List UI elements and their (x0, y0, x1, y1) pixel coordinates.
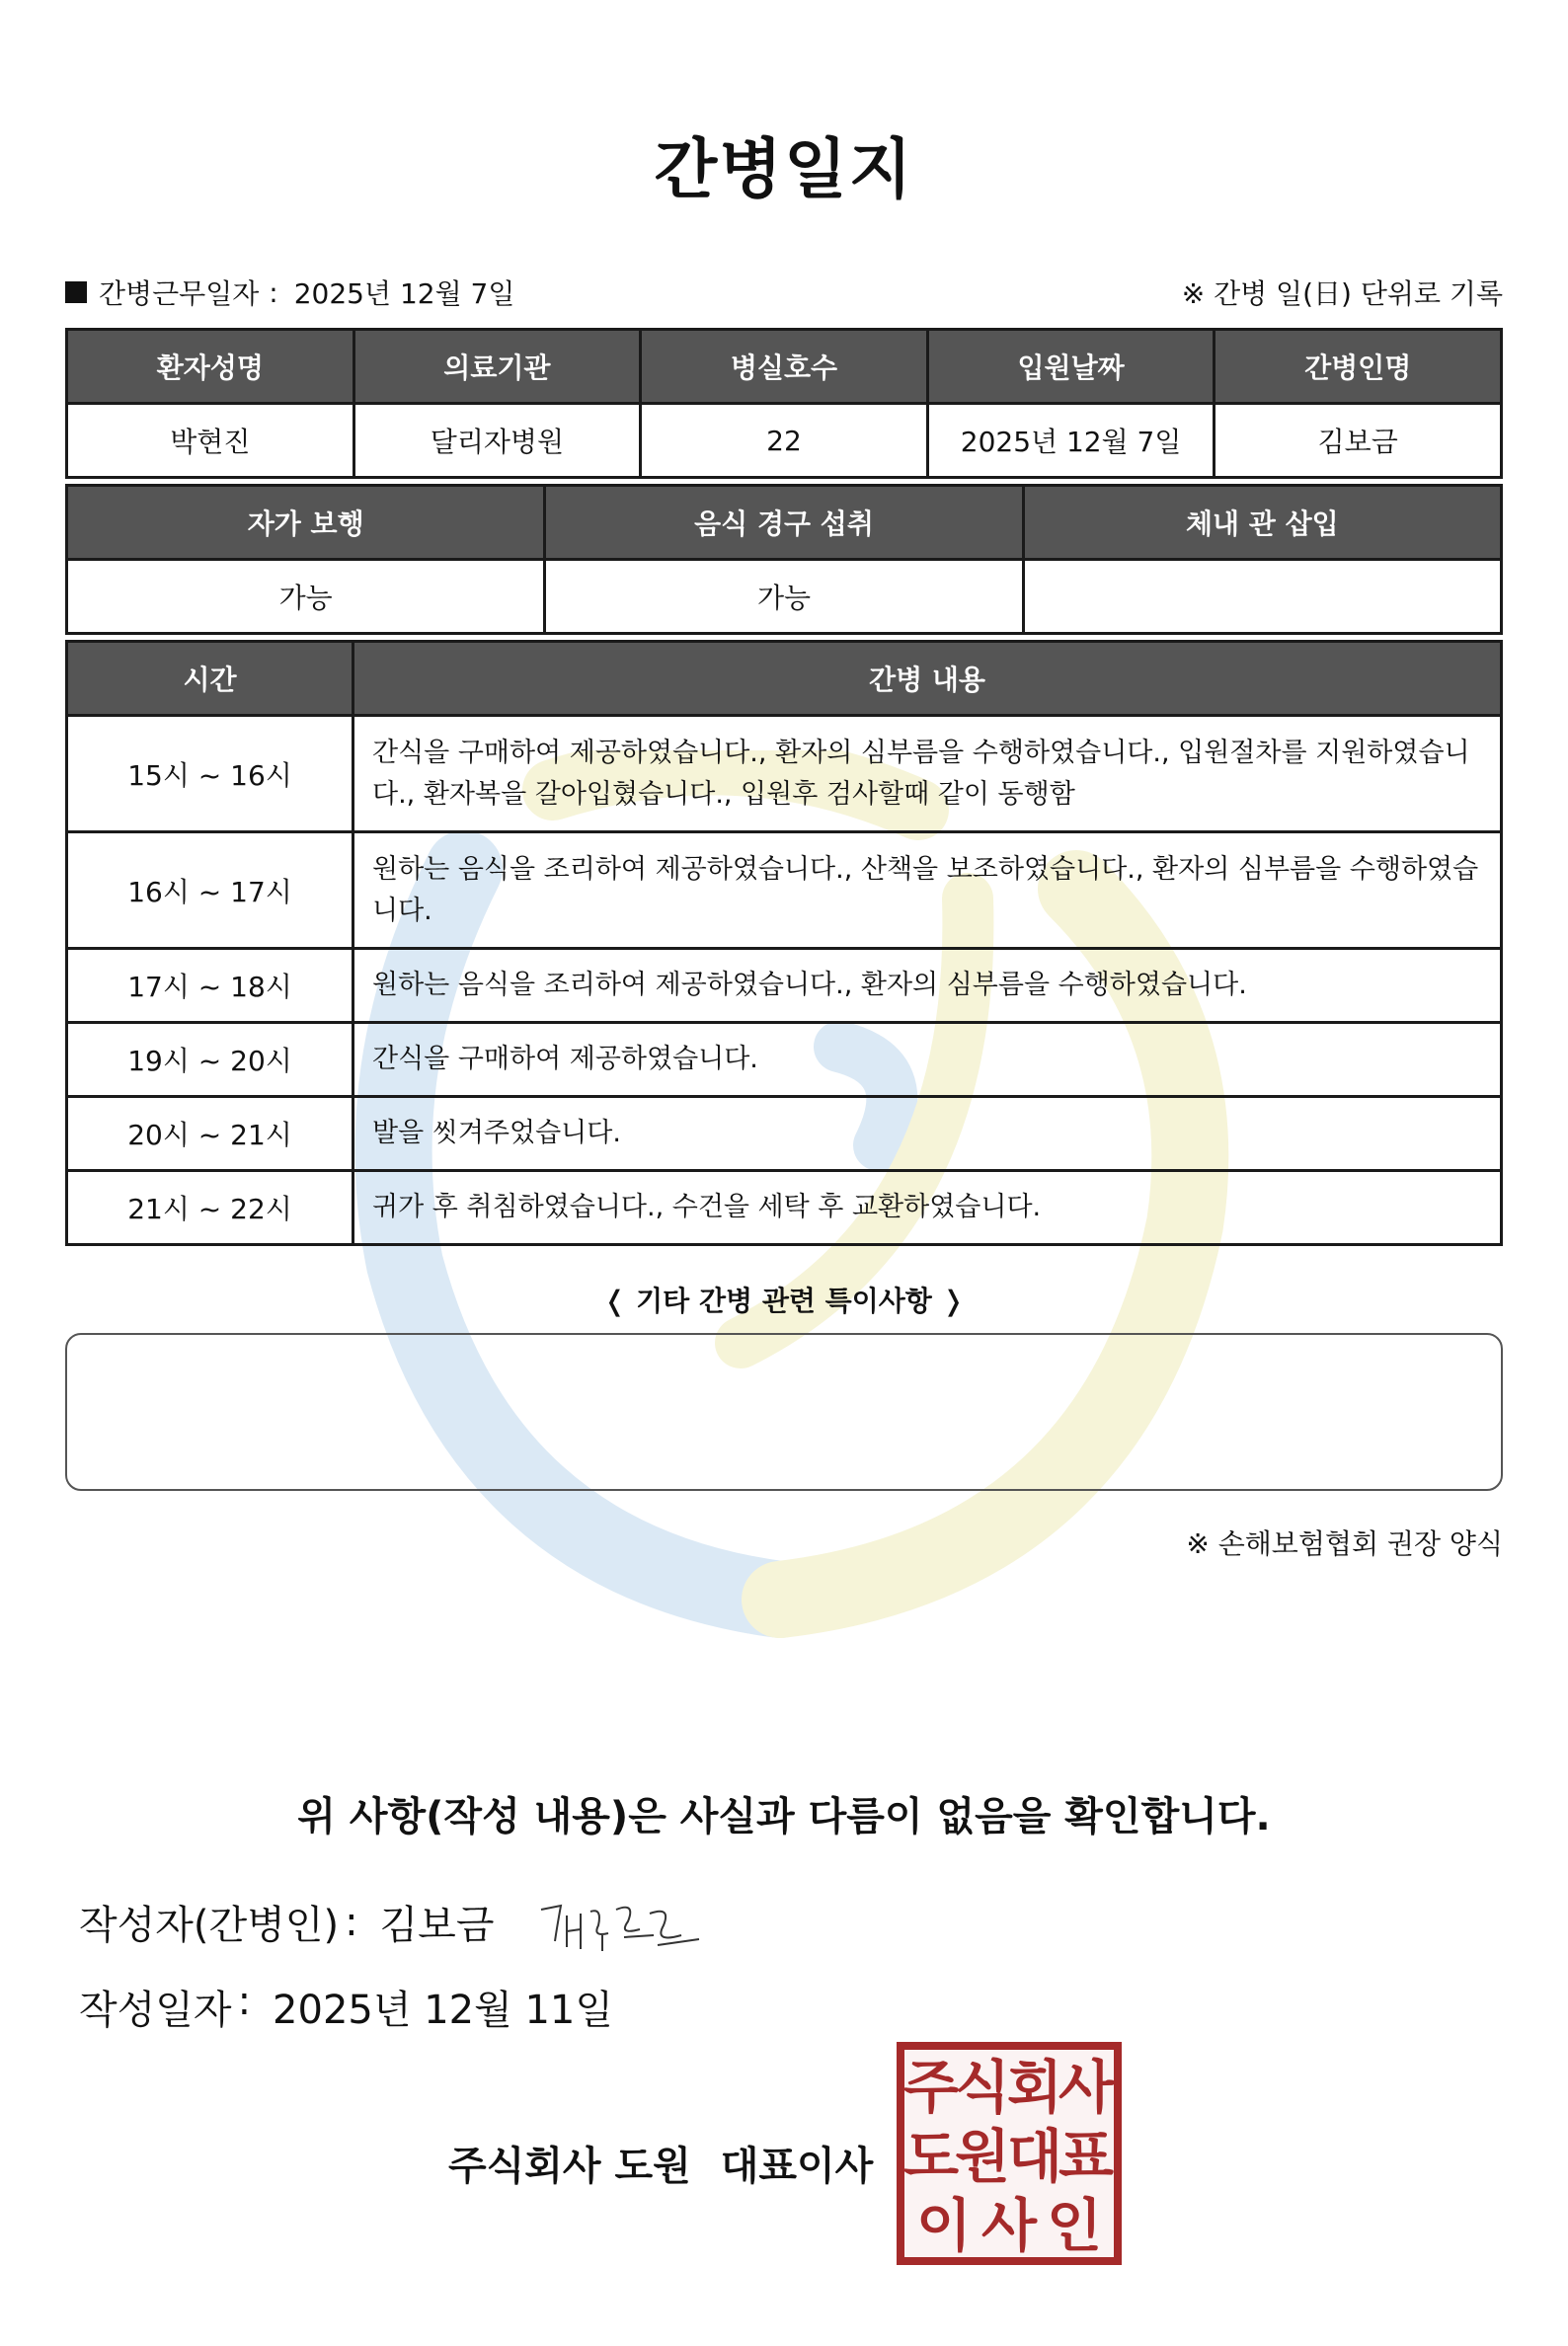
tube-insertion (1023, 560, 1501, 634)
table-row (67, 404, 1502, 478)
svg-text:식: 식 (954, 2054, 1011, 2121)
table-row (67, 1023, 1502, 1097)
header-time: 시간 (67, 642, 353, 716)
table-header-row (67, 330, 1502, 404)
page-title: 간병일지 (654, 131, 914, 207)
meta-row (65, 273, 1503, 312)
work-date-label: 간병근무일자 (99, 277, 260, 310)
caregiver-name: 김보금 (1215, 404, 1502, 478)
log-time: 21시 ~ 22시 (67, 1171, 353, 1245)
svg-text:주: 주 (902, 2054, 960, 2121)
handwritten-signature (533, 1892, 711, 1961)
company-title: 대표이사 (720, 2144, 874, 2189)
log-time: 16시 ~ 17시 (67, 832, 353, 949)
hospital: 달리자병원 (353, 404, 641, 478)
company-name: 주식회사 도원 (448, 2144, 691, 2189)
svg-text:표: 표 (1058, 2123, 1115, 2190)
remarks-box (65, 1333, 1503, 1491)
log-time: 19시 ~ 20시 (67, 1023, 353, 1097)
log-content: 원하는 음식을 조리하여 제공하였습니다., 산책을 보조하였습니다., 환자의 심부름을 수행하였습니다. (353, 832, 1502, 949)
log-time: 17시 ~ 18시 (67, 949, 353, 1023)
svg-text:대: 대 (1006, 2123, 1063, 2190)
log-content: 간식을 구매하여 제공하였습니다. (353, 1023, 1502, 1097)
remarks-title: ❬ 기타 간병 관련 특이사항 ❭ (602, 1285, 966, 1317)
self-walking: 가능 (67, 560, 545, 634)
svg-text:도: 도 (902, 2123, 960, 2190)
header-care-content: 간병 내용 (353, 642, 1502, 716)
written-date-label: 작성일자 (79, 1988, 232, 2033)
log-content: 간식을 구매하여 제공하였습니다., 환자의 심부름을 수행하였습니다., 입원절차를 지원하였습니다., 환자복을 갈아입혔습니다., 입원후 검사할때 같이 동행함 (353, 716, 1502, 832)
confirmation-statement: 위 사항(작성 내용)은 사실과 다름이 없음을 확인합니다. (297, 1794, 1271, 1839)
admission-date: 2025년 12월 7일 (927, 404, 1215, 478)
work-date (65, 273, 514, 312)
room-number: 22 (641, 404, 928, 478)
header-tube-insertion: 체내 관 삽입 (1023, 486, 1501, 560)
header-room: 병실호수 (641, 330, 928, 404)
oral-intake: 가능 (545, 560, 1023, 634)
table-row (67, 1097, 1502, 1171)
patient-info-table (65, 328, 1503, 479)
writer-row (79, 1894, 494, 1950)
header-patient-name: 환자성명 (67, 330, 354, 404)
work-date-colon: : (269, 275, 278, 309)
svg-text:사: 사 (980, 2192, 1038, 2259)
square-bullet-icon (65, 281, 87, 303)
patient-name: 박현진 (67, 404, 354, 478)
work-date-value: 2025년 12월 7일 (293, 277, 515, 310)
written-date-colon: : (237, 1979, 252, 2024)
header-caregiver-name: 간병인명 (1215, 330, 1502, 404)
header-oral-intake: 음식 경구 섭취 (545, 486, 1023, 560)
log-content: 원하는 음식을 조리하여 제공하였습니다., 환자의 심부름을 수행하였습니다. (353, 949, 1502, 1023)
svg-text:원: 원 (954, 2123, 1011, 2190)
svg-text:이: 이 (915, 2192, 973, 2259)
table-row (67, 832, 1502, 949)
table-row (67, 560, 1502, 634)
svg-text:사: 사 (1058, 2054, 1115, 2121)
record-note: ※ 간병 일(日) 단위로 기록 (1181, 277, 1503, 310)
written-date-row (79, 1979, 613, 2035)
header-self-walking: 자가 보행 (67, 486, 545, 560)
log-time: 15시 ~ 16시 (67, 716, 353, 832)
table-header-row (67, 486, 1502, 560)
writer-colon: : (345, 1899, 358, 1945)
table-row (67, 1171, 1502, 1245)
table-header-row (67, 642, 1502, 716)
form-source-note: ※ 손해보험협회 권장 양식 (1186, 1527, 1503, 1560)
svg-text:회: 회 (1006, 2054, 1063, 2121)
log-content: 발을 씻겨주었습니다. (353, 1097, 1502, 1171)
care-log-table (65, 640, 1503, 1246)
writer-label: 작성자(간병인) (79, 1903, 340, 1948)
company-signoff (448, 2135, 873, 2191)
writer-name: 김보금 (379, 1903, 495, 1948)
table-row (67, 716, 1502, 832)
table-row (67, 949, 1502, 1023)
header-admission-date: 입원날짜 (927, 330, 1215, 404)
header-hospital: 의료기관 (353, 330, 641, 404)
patient-status-table (65, 484, 1503, 635)
log-time: 20시 ~ 21시 (67, 1097, 353, 1171)
company-seal-icon (897, 2042, 1122, 2265)
written-date-value: 2025년 12월 11일 (273, 1988, 613, 2033)
svg-text:인: 인 (1046, 2192, 1103, 2259)
log-content: 귀가 후 취침하였습니다., 수건을 세탁 후 교환하였습니다. (353, 1171, 1502, 1245)
